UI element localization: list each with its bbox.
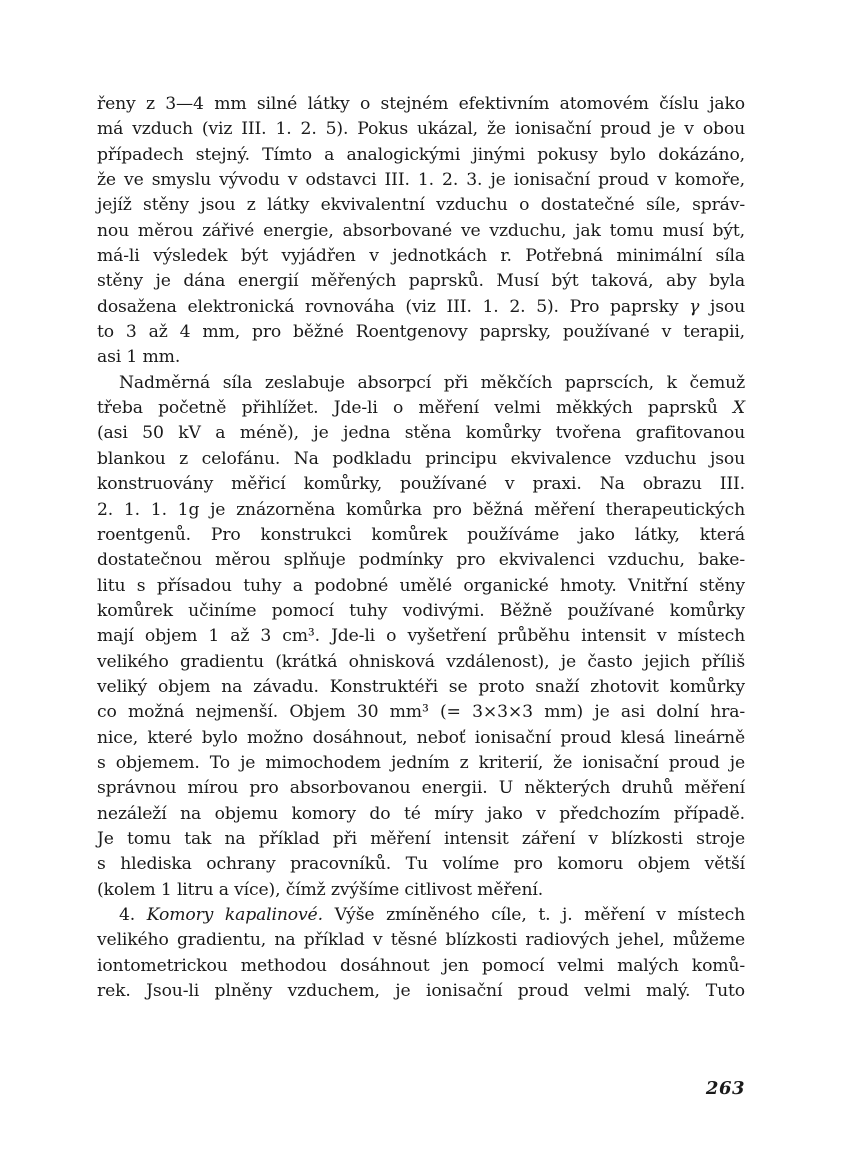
- text-line: iontometrickou methodou dosáhnout jen pomocí velmi malých komů-: [97, 955, 745, 976]
- math-symbol: γ: [689, 296, 700, 317]
- text-line: rek. Jsou-li plněny vzduchem, je ionisační proud velmi malý. Tuto: [97, 981, 745, 1002]
- text-line: nice, které bylo možno dosáhnout, neboť ionisační proud klesá lineárně: [97, 727, 745, 748]
- section-first-line-text: Výše zmíněného cíle, t. j. měření v místech: [334, 905, 745, 925]
- text-line: litu s přísadou tuhy a podobné umělé organické hmoty. Vnitřní stěny: [97, 575, 745, 596]
- text-line: že ve smyslu vývodu v odstavci III. 1. 2. 3. je ionisační proud v komoře,: [97, 170, 745, 191]
- text-line: s objemem. To je mimochodem jedním z kriterií, že ionisační proud je: [97, 752, 745, 773]
- text-line: jejíž stěny jsou z látky ekvivalentní vzduchu o dostatečné síle, správ-: [97, 195, 745, 216]
- text-line: (kolem 1 litru a více), čímž zvýšíme citlivost měření.: [97, 879, 544, 900]
- text-line: případech stejný. Tímto a analogickými jinými pokusy bylo dokázáno,: [97, 144, 745, 165]
- text-line: 2. 1. 1. 1g je znázorněna komůrka pro běžná měření therapeutických: [97, 499, 745, 520]
- text-line: stěny je dána energií měřených paprsků. Musí být taková, aby byla: [97, 271, 745, 292]
- text-line: konstruovány měřicí komůrky, používané v praxi. Na obrazu III.: [97, 474, 745, 495]
- text-line: blankou z celofánu. Na podkladu principu ekvivalence vzduchu jsou: [97, 448, 745, 469]
- text-line: velikého gradientu (krátká ohnisková vzdálenost), je často jejich příliš: [97, 651, 745, 672]
- text-line: správnou mírou pro absorbovanou energii. U některých druhů měření: [97, 778, 745, 799]
- text-line: dostatečnou měrou splňuje podmínky pro ekvivalenci vzduchu, bake-: [97, 550, 745, 571]
- text-line: co možná nejmenší. Objem 30 mm³ (= 3×3×3 mm) je asi dolní hra-: [97, 702, 745, 723]
- text-line: má-li výsledek být vyjádřen v jednotkách r. Potřebná minimální síla: [97, 246, 745, 267]
- text-line: nou měrou zářivé energie, absorbované ve vzduchu, jak tomu musí být,: [97, 220, 745, 241]
- paragraph-3: [97, 903, 745, 1004]
- section-title: Komory kapalinové.: [146, 905, 323, 925]
- paragraph-2: [97, 371, 745, 903]
- math-symbol: X: [732, 398, 745, 419]
- text-line: asi 1 mm.: [97, 347, 181, 368]
- text-line: (asi 50 kV a méně), je jedna stěna komůrky tvořena grafitovanou: [97, 423, 745, 444]
- section-heading-line: [97, 903, 745, 928]
- text-line: řeny z 3—4 mm silné látky o stejném efektivním atomovém číslu jako: [97, 94, 745, 114]
- text-line: s hlediska ochrany pracovníků. Tu volíme pro komoru objem větší: [97, 854, 745, 875]
- text-line: Nadměrná síla zeslabuje absorpcí při měkčích paprscích, k čemuž: [119, 372, 745, 393]
- text-line: roentgenů. Pro konstrukci komůrek používáme jako látky, která: [97, 524, 745, 545]
- page-body: [97, 92, 745, 1004]
- page-number: 263: [705, 1078, 745, 1099]
- text-line: mají objem 1 až 3 cm³. Jde-li o vyšetření průběhu intensit v místech: [97, 626, 745, 647]
- text-line: třeba početně přihlížet. Jde-li o měření velmi měkkých paprsků X: [97, 398, 745, 419]
- text-line: nezáleží na objemu komory do té míry jako v předchozím případě.: [97, 803, 745, 824]
- text-line: veliký objem na závadu. Konstruktéři se proto snaží zhotovit komůrky: [97, 676, 745, 697]
- text-line: dosažena elektronická rovnováha (viz III. 1. 2. 5). Pro paprsky γ jsou: [97, 296, 745, 317]
- paragraph-1: [97, 92, 745, 371]
- text-line: velikého gradientu, na příklad v těsné blízkosti radiových jehel, můžeme: [97, 930, 745, 951]
- text-line: Je tomu tak na příklad při měření intensit záření v blízkosti stroje: [97, 828, 745, 849]
- text-line: má vzduch (viz III. 1. 2. 5). Pokus ukázal, že ionisační proud je v obou: [97, 119, 745, 140]
- text-line: komůrek učiníme pomocí tuhy vodivými. Běžně používané komůrky: [97, 600, 745, 621]
- section-number: 4.: [119, 905, 136, 925]
- text-line: to 3 až 4 mm, pro běžné Roentgenovy paprsky, používané v terapii,: [97, 322, 745, 343]
